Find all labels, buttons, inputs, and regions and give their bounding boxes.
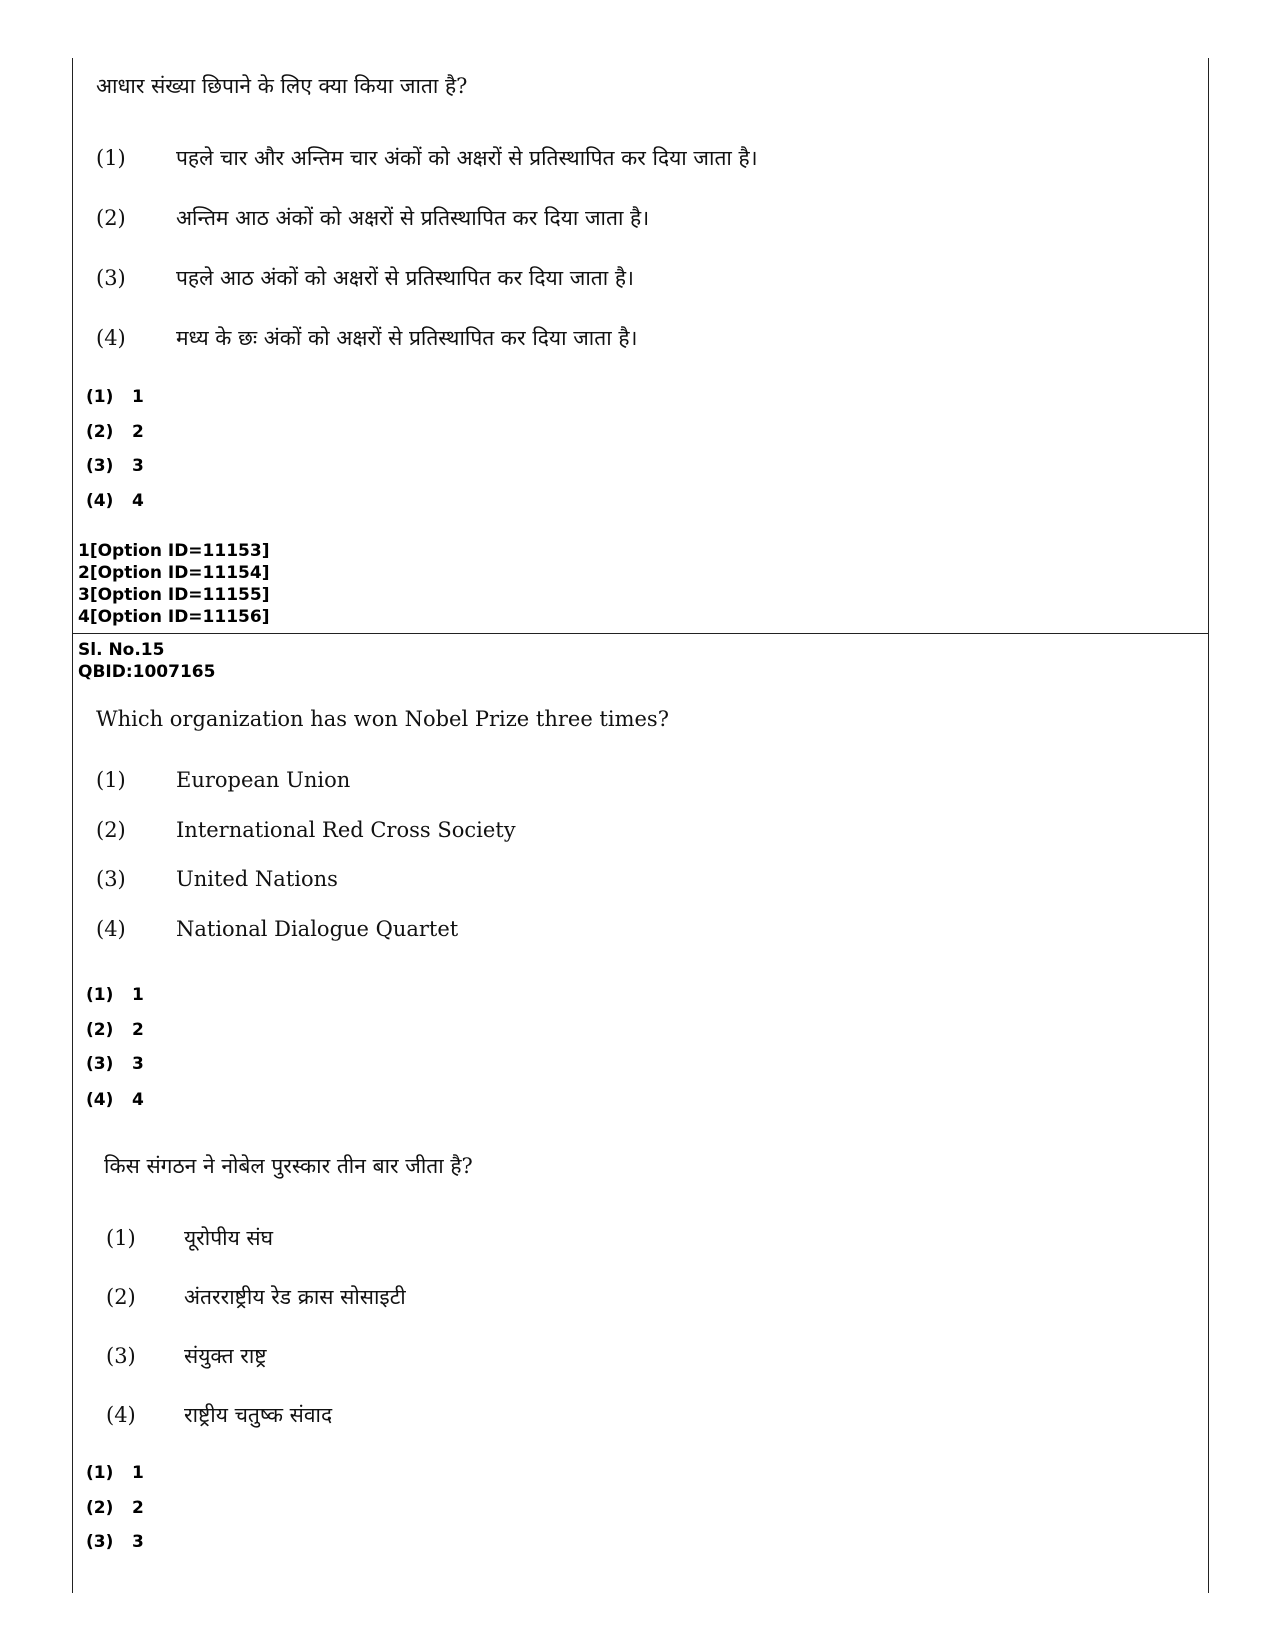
q14-option-text: पहले चार और अन्तिम चार अंकों को अक्षरों से प्रतिस्थापित कर दिया जाता है। (176, 146, 758, 170)
left-border (72, 58, 73, 1593)
answer-num: (1) (86, 1463, 114, 1483)
q15-hindi-option-text: अंतरराष्ट्रीय रेड क्रास सोसाइटी (184, 1285, 406, 1309)
q15-option-text: United Nations (176, 867, 338, 891)
q14-option-text: मध्य के छः अंकों को अक्षरों से प्रतिस्थापित कर दिया जाता है। (176, 326, 638, 350)
q15-hindi-question: किस संगठन ने नोबेल पुरस्कार तीन बार जीता है? (104, 1154, 473, 1178)
answer-value: 1 (132, 1463, 144, 1483)
answer-value: 3 (132, 1532, 144, 1552)
answer-num: (2) (86, 422, 114, 442)
option-id-list (78, 540, 269, 628)
answer-num: (4) (86, 1090, 114, 1110)
answer-item (86, 1463, 144, 1483)
q14-option-text: अन्तिम आठ अंकों को अक्षरों से प्रतिस्थापित कर दिया जाता है। (176, 206, 650, 230)
answer-num: (3) (86, 456, 114, 476)
q14-option-text: पहले आठ अंकों को अक्षरों से प्रतिस्थापित कर दिया जाता है। (176, 266, 635, 290)
q15-hindi-option-num: (3) (106, 1344, 136, 1368)
answer-item (86, 1090, 144, 1110)
q15-option-text: European Union (176, 768, 351, 792)
q15-option-num: (1) (96, 768, 126, 792)
answer-num: (3) (86, 1532, 114, 1552)
q14-option-num: (2) (96, 206, 126, 230)
question-meta (78, 639, 215, 683)
option-id: 1[Option ID=11153] (78, 541, 270, 561)
option-id: 2[Option ID=11154] (78, 563, 270, 583)
q15-hindi-option-text: संयुक्त राष्ट्र (184, 1344, 267, 1368)
answer-value: 1 (132, 985, 144, 1005)
answer-value: 3 (132, 1054, 144, 1074)
q14-option-num: (4) (96, 326, 126, 350)
answer-item (86, 491, 144, 511)
answer-num: (4) (86, 491, 114, 511)
answer-value: 4 (132, 1090, 144, 1110)
q15-hindi-option-text: राष्ट्रीय चतुष्क संवाद (184, 1403, 333, 1427)
q15-option-num: (4) (96, 917, 126, 941)
answer-item (86, 1532, 144, 1552)
answer-item (86, 422, 144, 442)
answer-value: 1 (132, 387, 144, 407)
answer-value: 2 (132, 1498, 144, 1518)
answer-item (86, 456, 144, 476)
answer-item (86, 985, 144, 1005)
answer-num: (1) (86, 985, 114, 1005)
serial-number: Sl. No.15 (78, 640, 165, 660)
q14-option-num: (1) (96, 146, 126, 170)
q14-option-num: (3) (96, 266, 126, 290)
answer-item (86, 1054, 144, 1074)
q15-hindi-option-num: (2) (106, 1285, 136, 1309)
q15-option-text: National Dialogue Quartet (176, 917, 459, 941)
q15-option-text: International Red Cross Society (176, 818, 516, 842)
q15-hindi-option-num: (1) (106, 1226, 136, 1250)
answer-value: 2 (132, 422, 144, 442)
answer-num: (2) (86, 1020, 114, 1040)
answer-num: (2) (86, 1498, 114, 1518)
answer-num: (3) (86, 1054, 114, 1074)
answer-num: (1) (86, 387, 114, 407)
answer-value: 4 (132, 491, 144, 511)
answer-value: 3 (132, 456, 144, 476)
q15-english-question: Which organization has won Nobel Prize three times? (96, 707, 669, 731)
option-id: 3[Option ID=11155] (78, 585, 270, 605)
question-divider (72, 633, 1208, 634)
q14-hindi-question: आधार संख्या छिपाने के लिए क्या किया जाता है? (96, 74, 468, 98)
q15-option-num: (2) (96, 818, 126, 842)
answer-item (86, 1498, 144, 1518)
right-border (1208, 58, 1209, 1593)
answer-item (86, 1020, 144, 1040)
q15-option-num: (3) (96, 867, 126, 891)
qbid: QBID:1007165 (78, 662, 216, 682)
answer-value: 2 (132, 1020, 144, 1040)
option-id: 4[Option ID=11156] (78, 607, 270, 627)
answer-item (86, 387, 144, 407)
q15-hindi-option-text: यूरोपीय संघ (184, 1226, 274, 1250)
q15-hindi-option-num: (4) (106, 1403, 136, 1427)
